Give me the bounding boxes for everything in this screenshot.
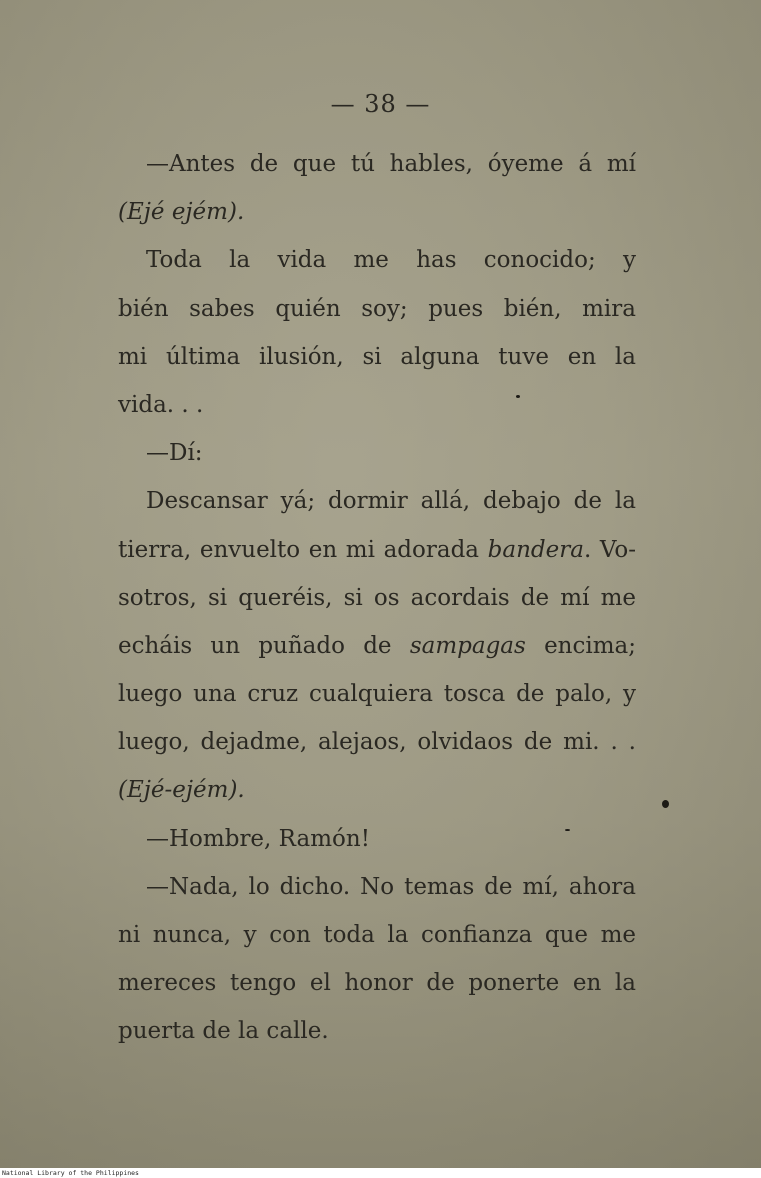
text-line [118,236,636,284]
text-segment: bién sabes quién soy; pues bién, mira [118,295,636,322]
text-line [118,911,636,959]
text-line [118,526,636,574]
text-segment: encima; [525,632,636,659]
text-segment: luego, dejadme, alejaos, olvidaos de mi. . . [118,729,636,756]
text-line [118,140,636,188]
text-line [118,622,636,670]
text-segment: ni nunca, y con toda la confianza que me [118,922,636,948]
text-segment: tierra, envuelto en mi adorada [118,536,488,563]
text-line [118,863,636,911]
ink-speck [516,395,520,398]
text-line [118,1007,636,1055]
text-segment: Toda la vida me has conocido; y [146,247,636,274]
text-line [118,477,636,525]
text-segment: —Antes de que tú hables, óyeme á mí [146,151,636,177]
text-line [118,188,636,236]
text-line [118,574,636,622]
text-segment: vida. . . [118,391,204,418]
text-line [118,333,636,381]
text-segment: puerta de la calle. [118,1018,329,1045]
text-segment: . Vo- [583,536,636,563]
text-segment: luego una cruz cualquiera tosca de palo, y [118,681,636,708]
text-segment: mi última ilusión, si alguna tuve en la [118,343,636,370]
italic-word: sampagas [409,632,526,659]
ink-speck [565,829,570,831]
italic-aside: (Ejé-ejém). [118,777,245,804]
text-line [118,429,636,477]
text-segment: sotros, si queréis, si os acordais de mí me [118,584,636,611]
ink-speck [662,800,669,808]
text-line [118,670,636,718]
text-line [118,285,636,333]
text-segment: —Hombre, Ramón! [146,825,370,852]
italic-aside: (Ejé ejém). [118,199,245,226]
text-line [118,381,636,429]
library-credit: National Library of the Philippines [2,1169,139,1177]
text-segment: echáis un puñado de [118,632,410,659]
italic-word: bandera [487,536,584,563]
text-segment: mereces tengo el honor de ponerte en la [118,970,636,997]
text-line [118,815,636,863]
text-line [118,959,636,1007]
page-number: — 38 — [330,90,431,118]
text-segment: Descansar yá; dormir allá, debajo de la [146,488,636,515]
text-segment: —Nada, lo dicho. No temas de mí, ahora [146,873,636,900]
text-segment: —Dí: [146,440,203,467]
text-line [118,718,636,766]
text-line [118,766,636,814]
page-body-text [118,140,636,1056]
